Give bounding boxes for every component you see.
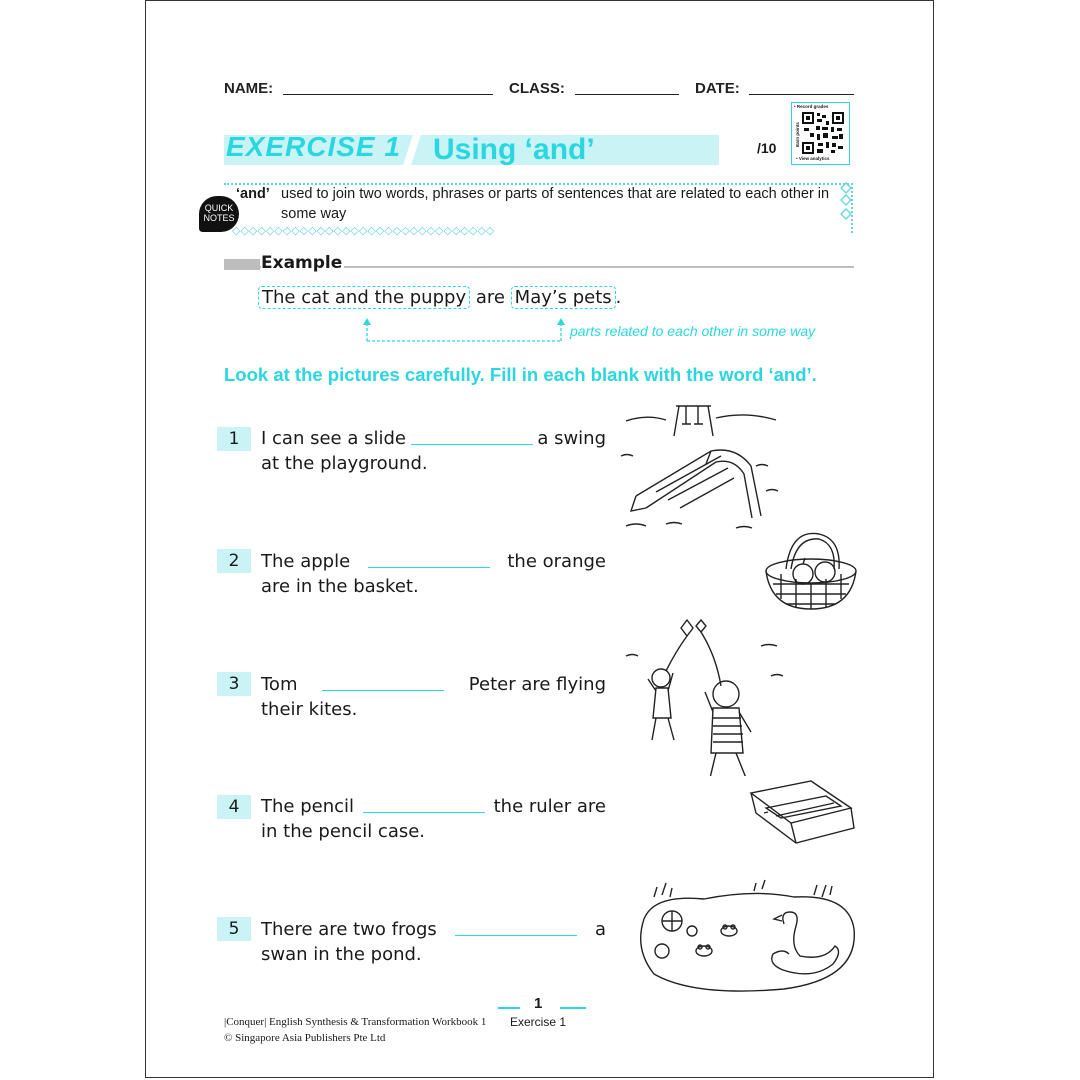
example-label: Example [261, 253, 343, 273]
question-number: 2 [217, 549, 251, 573]
question-number: 3 [217, 672, 251, 696]
pencil-case-picture [746, 778, 861, 848]
page-number-rule-right [560, 1007, 586, 1009]
question-before: The apple [261, 551, 351, 572]
qr-record-text: • Record grades [794, 104, 829, 109]
example-sentence [258, 287, 621, 308]
date-label: DATE: [695, 80, 740, 97]
question-line2: at the playground. [261, 453, 428, 474]
question-1 [261, 426, 606, 476]
example-part2: May’s pets [511, 286, 616, 309]
playground-slide-swing-picture [616, 396, 786, 536]
quick-notes-badge-line2: NOTES [203, 213, 235, 223]
question-after: the orange [507, 551, 606, 572]
date-field[interactable] [749, 94, 854, 95]
question-3 [261, 672, 606, 722]
answer-blank-4[interactable] [363, 794, 485, 813]
class-label: CLASS: [509, 80, 565, 97]
question-number: 5 [217, 917, 251, 941]
name-field[interactable] [283, 94, 493, 95]
question-line2: swan in the pond. [261, 944, 422, 965]
qr-code[interactable] [791, 102, 850, 165]
example-rule [260, 266, 854, 268]
question-4 [261, 794, 606, 844]
example-connector-arrows [341, 315, 581, 345]
footer-copyright: © Singapore Asia Publishers Pte Ltd [224, 1032, 386, 1044]
quick-notes-definition: used to join two words, phrases or parts of sentences that are related to each other in some way [281, 186, 830, 222]
question-before: There are two frogs [261, 919, 437, 940]
fruit-basket-picture [761, 529, 861, 614]
example-part1: The cat and the puppy [258, 286, 470, 309]
instruction: Look at the pictures carefully. Fill in each blank with the word ‘and’. [224, 364, 817, 385]
qr-pattern-icon [802, 112, 844, 154]
answer-blank-3[interactable] [322, 672, 444, 691]
worksheet-page [145, 0, 934, 1078]
quick-notes-term: ‘and’ [236, 186, 270, 202]
class-field[interactable] [575, 94, 679, 95]
question-2 [261, 549, 606, 599]
question-before: Tom [261, 674, 298, 695]
answer-blank-1[interactable] [411, 426, 533, 445]
example-end: . [615, 287, 622, 308]
example-bar [224, 259, 260, 270]
example-annotation: parts related to each other in some way [570, 323, 816, 339]
score-total: /10 [757, 140, 777, 156]
exercise-title: EXERCISE 1 [226, 131, 401, 162]
question-after: a [594, 919, 606, 940]
boys-flying-kites-picture [621, 616, 791, 776]
exercise-subtitle: Using ‘and’ [433, 133, 595, 166]
question-number: 4 [217, 795, 251, 819]
question-line2: in the pencil case. [261, 821, 426, 842]
page-number: 1 [534, 995, 543, 1012]
question-after: the ruler are [493, 796, 606, 817]
answer-blank-2[interactable] [368, 549, 490, 568]
question-after: a swing [537, 428, 606, 449]
page-number-rule-left [498, 1007, 520, 1009]
question-number: 1 [217, 427, 251, 451]
footer-book-title: |Conquer| English Synthesis & Transformation Workbook 1 [224, 1016, 487, 1028]
example-middle: are [475, 287, 505, 308]
qr-analytics-text: • View analytics [796, 156, 830, 161]
question-line2: their kites. [261, 699, 358, 720]
quick-notes-badge [199, 196, 239, 232]
question-5 [261, 917, 606, 967]
pond-frogs-swan-picture [634, 879, 859, 999]
quick-notes-bottom-border: ◇◇◇◇◇◇◇◇◇◇◇◇◇◇◇◇◇◇◇◇◇◇◇◇◇◇◇◇◇◇◇ [232, 225, 495, 237]
question-after: Peter are flying [468, 674, 606, 695]
qr-side-text: Earn points [794, 122, 800, 147]
question-before: I can see a slide [261, 428, 406, 449]
quick-notes-badge-line1: QUICK [204, 203, 234, 213]
question-line2: are in the basket. [261, 576, 419, 597]
name-label: NAME: [224, 80, 274, 97]
footer-exercise-label: Exercise 1 [510, 1015, 567, 1029]
question-before: The pencil [261, 796, 355, 817]
answer-blank-5[interactable] [455, 917, 577, 936]
